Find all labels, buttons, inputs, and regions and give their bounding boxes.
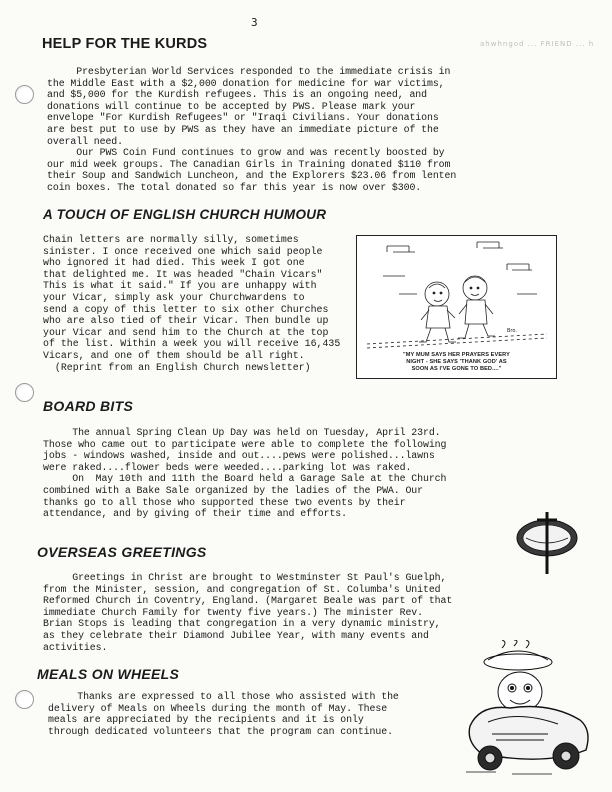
kurds-body: Presbyterian World Services responded to the immediate crisis in the Middle East with a $2,000 donation for medicine for war victims, and $5,000 for the Kurdish refugees. This is an ongoing need, and donations will continue to be accepted by PWS. Please mark your envelope "For Kurdish Refugees" or "Iraqi Civilians. Your donations are best put to use by PWS as they have an immediate picture of the overall need. Our PWS Coin Fund continues to grow and was recently boosted by our mid week groups. The Canadian Girls in Training donated $110 from their Soup and Sandwich Luncheon, and the Explorers $23.06 from lenten coin boxes. The total donated so far this year is now over $300.: [47, 66, 457, 193]
church-sign-illustration: [512, 508, 582, 578]
cartoon-signature: Bro.: [507, 328, 517, 334]
humour-body: Chain letters are normally silly, sometimes sinister. I once received one which said people who ignored it had died. This week I got one that delighted me. It was headed "Chain Vicars" This is what it said." If you are unhappy with your Vicar, simply ask your Churchwardens to send a copy of this letter to six other Churches who are also tied of their Vicar. Then bundle up your Vicar and send him to the Church at the top of the list. Within a week you will receive 16,435 Vicars, and one of them should be all right. (Reprint from an English Church newsletter): [43, 234, 341, 373]
page-number: 3: [251, 16, 258, 29]
punch-hole-bottom: [15, 690, 34, 709]
church-sign-drawing: [512, 508, 582, 578]
overseas-heading: OVERSEAS GREETINGS: [37, 544, 207, 560]
board-body: The annual Spring Clean Up Day was held on Tuesday, April 23rd. Those who came out to participate were able to complete the following jobs - windows washed, inside and out....pews were polished...lawns were raked....flower beds were weeded....parking lot was raked. On May 10th and 11th the Board held a Garage Sale at the Church combined with a Bake Sale organized by the ladies of the PWA. Our thanks go to all those who supported these two events by their attendance, and by giving of their time and efforts.: [43, 427, 447, 520]
cartoon-caption: "MY MUM SAYS HER PRAYERS EVERY NIGHT - SHE SAYS 'THANK GOD' AS SOON AS I'VE GONE TO BED....": [403, 352, 510, 372]
kurds-heading: HELP FOR THE KURDS: [42, 36, 208, 52]
meals-car-drawing: [462, 640, 598, 780]
overseas-body: Greetings in Christ are brought to Westminster St Paul's Guelph, from the Minister, session, and congregation of St. Columba's United Reformed Church in Coventry, England. (Margaret Beale was part of that immediate Church Family for twenty five years.) The minister Rev. Brian Stops is leading that congregation in a very dynamic ministry, as they celebrate their Diamond Jubilee Year, with many events and activities.: [43, 572, 453, 653]
meals-body: Thanks are expressed to all those who assisted with the delivery of Meals on Wheels during the month of May. These meals are appreciated by the recipients and it is only through dedicated volunteers that the program can continue.: [48, 691, 399, 737]
board-heading: BOARD BITS: [43, 398, 134, 414]
bleed-through-text: ahwhngod ... FRIEND ... h: [480, 40, 595, 48]
meals-heading: MEALS ON WHEELS: [37, 666, 180, 682]
meals-car-illustration: [462, 640, 598, 780]
punch-hole-top: [15, 85, 34, 104]
cartoon-illustration: [356, 235, 557, 379]
humour-heading: A TOUCH OF ENGLISH CHURCH HUMOUR: [43, 207, 327, 222]
punch-hole-middle: [15, 383, 34, 402]
